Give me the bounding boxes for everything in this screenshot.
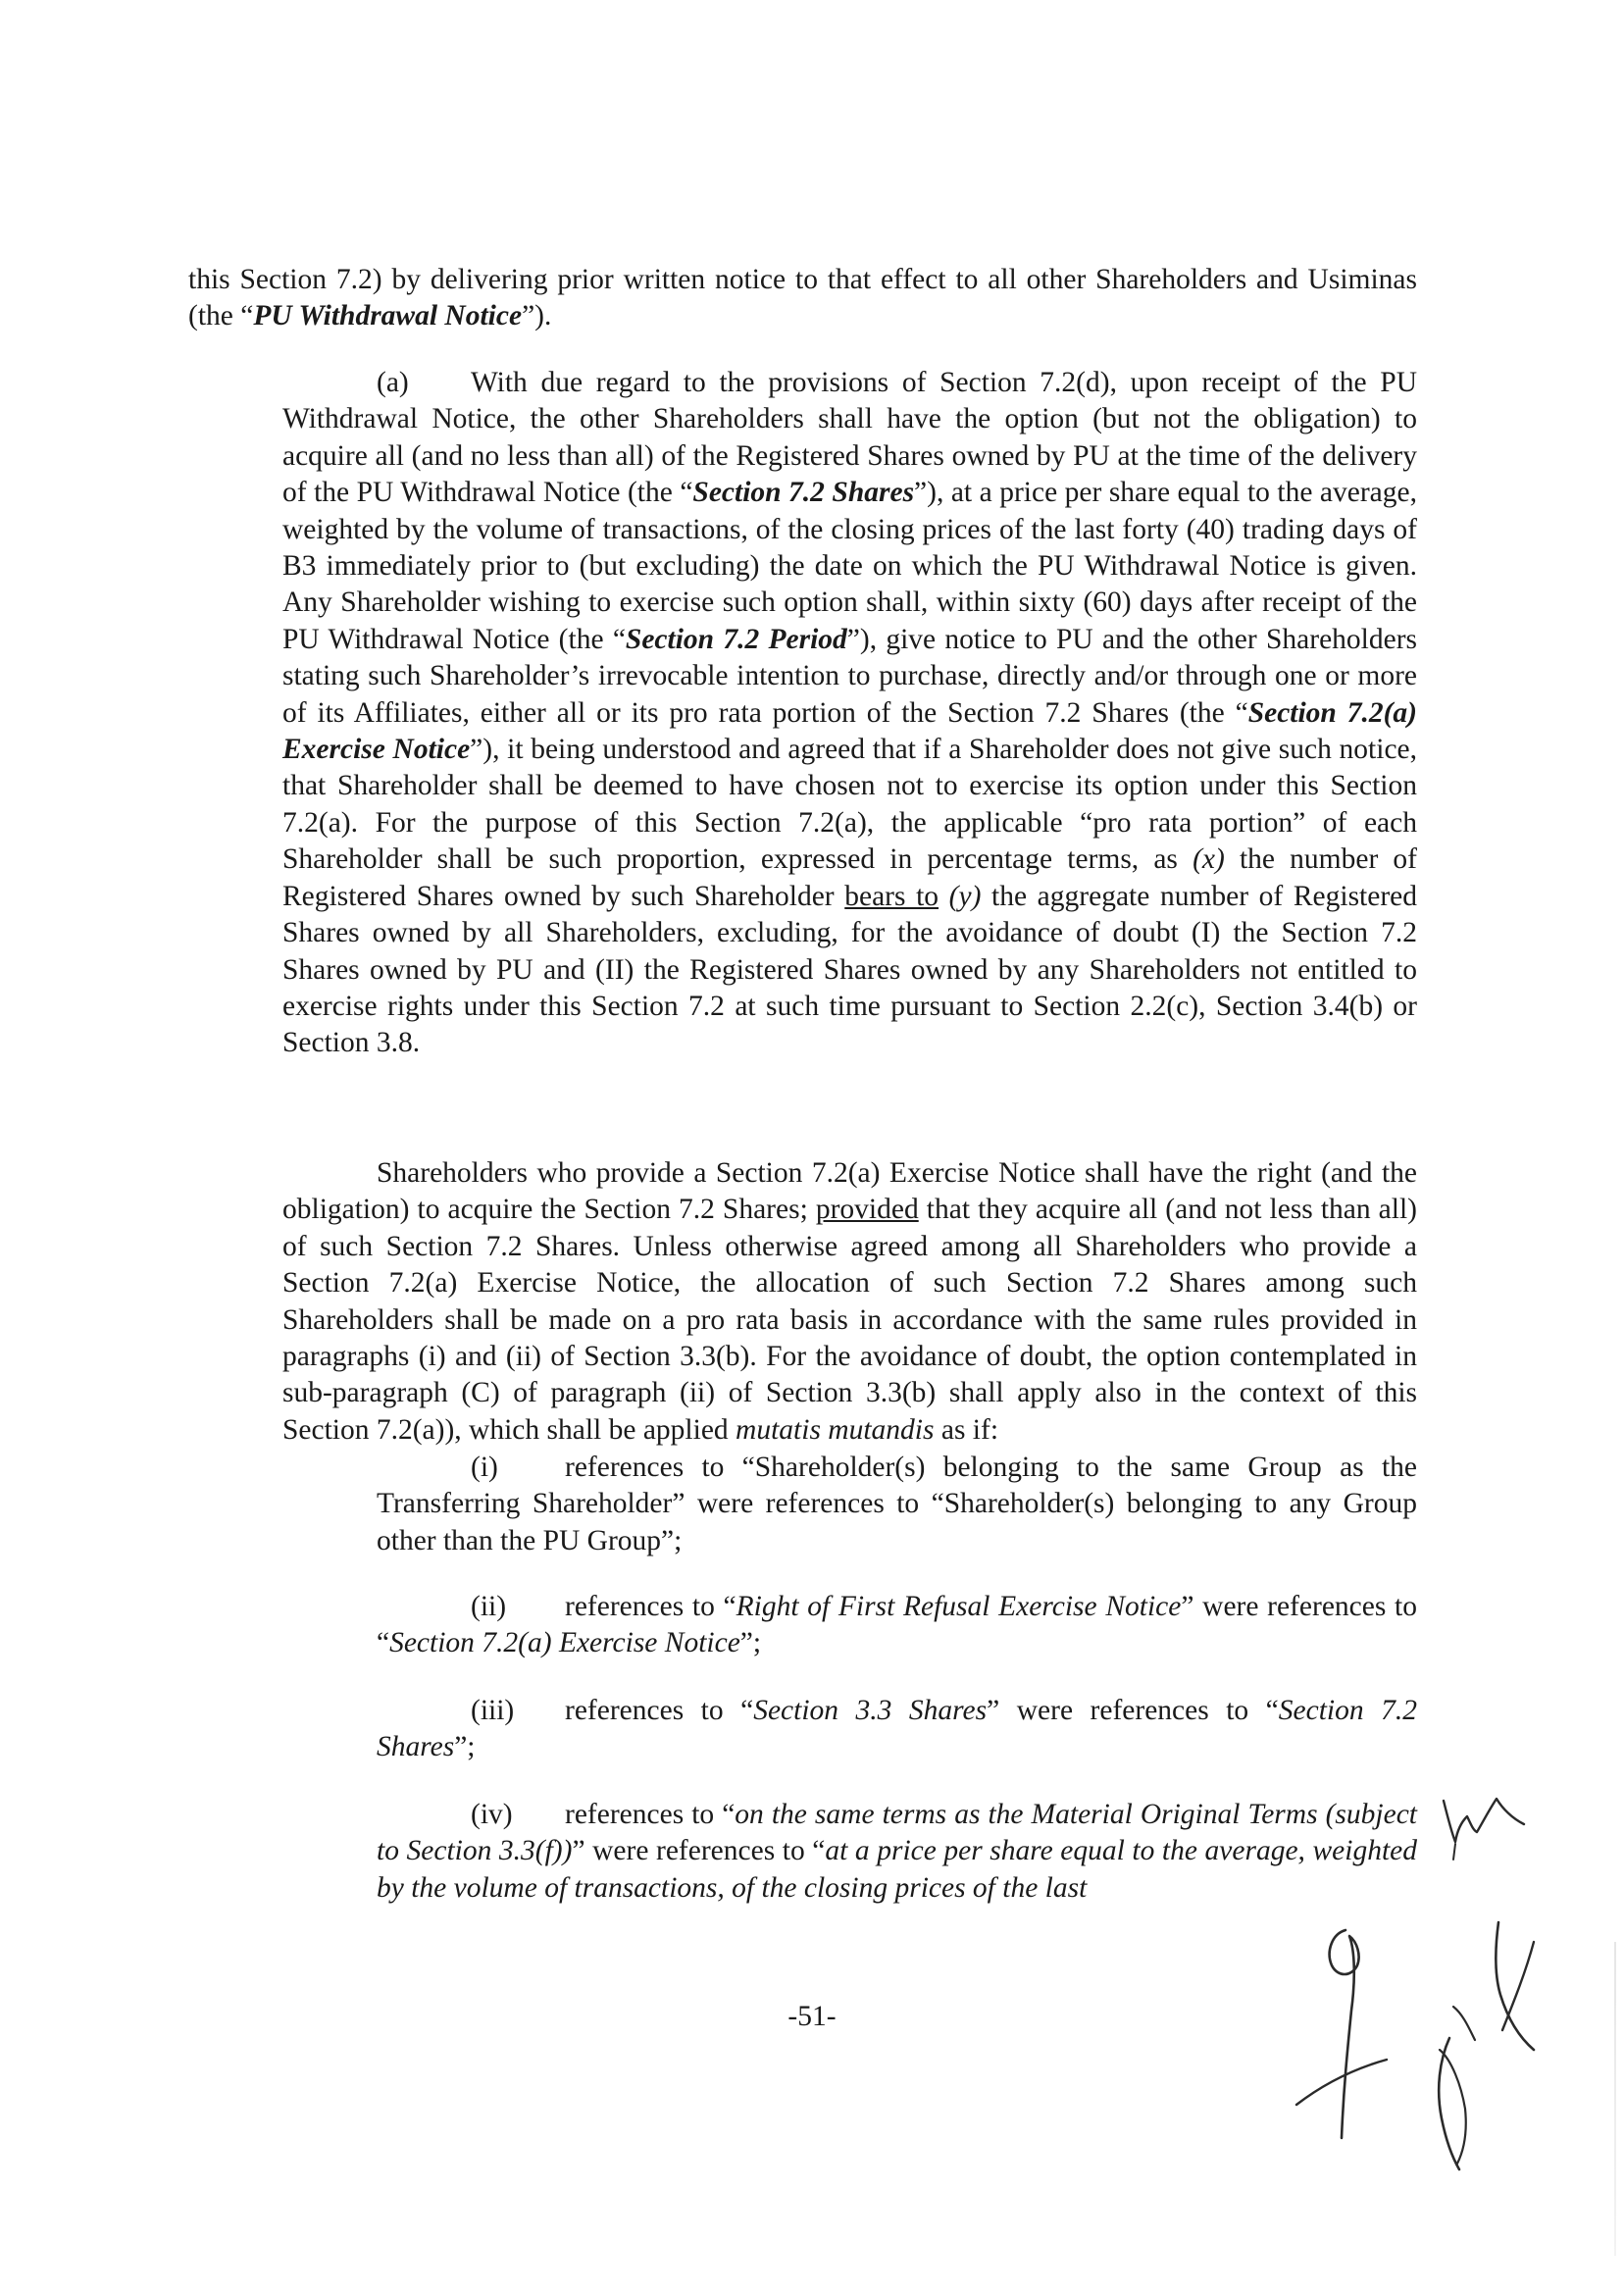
paragraph-text: as if: xyxy=(934,1413,999,1446)
item-text: references to “ xyxy=(565,1695,754,1726)
paragraph-a xyxy=(282,365,1417,1062)
intro-text: this Section 7.2) by delivering prior written notice to that effect to all other Shareholders and Usiminas (the “ xyxy=(188,264,1417,332)
item-text: ” were references to “ xyxy=(572,1835,826,1867)
shareholders-paragraph xyxy=(282,1155,1417,1449)
paragraph-text: Shareholders who provide a Section 7.2(a) Exercise Notice shall have the right (and the obligation) to acquire the Section 7.2 Shares; xyxy=(282,1157,1417,1226)
italic-text: Section 7.2(a) Exercise Notice xyxy=(389,1627,740,1659)
intro-paragraph xyxy=(188,262,1417,335)
defined-term-exercise-notice: Section 7.2(a) Exercise Notice xyxy=(282,696,1417,766)
item-i xyxy=(377,1450,1417,1559)
italic-text: Section 3.3 Shares xyxy=(753,1695,988,1726)
italic-text: Section 7.2 Shares xyxy=(377,1695,1417,1763)
paragraph-text: ”), give notice to PU and the other Shareholders stating such Shareholder’s irrevocable intention to purchase, directly and/or through one or more of its Affiliates, either all or its pro rata portion of the Section 7.2 Shares (the “ xyxy=(282,623,1418,729)
page-number: -51- xyxy=(787,2001,837,2032)
item-text: ” were references to “ xyxy=(377,1591,1417,1659)
defined-term-section-7-2-period: Section 7.2 Period xyxy=(625,623,847,655)
italic-text: Right of First Refusal Exercise Notice xyxy=(736,1591,1182,1622)
paragraph-text: the aggregate number of Registered Shares owned by all Shareholders, excluding, for the avoidance of doubt (I) the Section 7.2 Shares owned by PU and (II) the Registered Shares owned by any Shareholders not entitled to exercise rights under this Section 7.2 at such time pursuant to Section 2.2(c), Section 3.4(b) or Section 3.8. xyxy=(282,880,1418,1059)
italic-text: mutatis mutandis xyxy=(736,1413,935,1446)
item-text: references to “ xyxy=(565,1591,736,1622)
intro-text-end: ”). xyxy=(522,300,552,332)
defined-term-section-7-2-shares: Section 7.2 Shares xyxy=(692,477,915,509)
italic-marker: (x) xyxy=(1193,843,1225,876)
italic-marker: (y) xyxy=(948,880,982,912)
margin-initials-signature xyxy=(1438,1787,1536,1865)
underlined-text: provided xyxy=(815,1194,919,1226)
item-text: references to “Shareholder(s) belonging to the same Group as the Transferring Shareholder” were references to “Shareholder(s) belonging to any Group other than the PU Group”; xyxy=(377,1452,1417,1556)
paragraph-text: ”), at a price per share equal to the average, weighted by the volume of transactions, of the closing prices of the last forty (40) trading days of B3 immediately prior to (but excluding) the date on which the PU Withdrawal Notice is given. Any Shareholder wishing to exercise such option shall, within sixty (60) days after receipt of the PU Withdrawal Notice (the “ xyxy=(282,477,1417,655)
paragraph-text: With due regard to the provisions of Section 7.2(d), upon receipt of the PU Withdrawal Notice, the other Shareholders shall have the option (but not the obligation) to acquire all (and no less than all) of the Registered Shares owned by PU at the time of the delivery of the PU Withdrawal Notice (the “ xyxy=(282,367,1417,509)
underlined-text: bears to xyxy=(844,880,939,912)
italic-text: at a price per share equal to the average, weighted by the volume of transactions, of the closing prices of the last xyxy=(377,1835,1418,1904)
item-text: references to “ xyxy=(565,1799,736,1830)
item-label: (iii) xyxy=(471,1695,515,1726)
item-label: (ii) xyxy=(471,1591,507,1622)
paragraph-text: the number of Registered Shares owned by such Shareholder xyxy=(282,843,1417,912)
paragraph-label: (a) xyxy=(377,367,409,398)
item-label: (i) xyxy=(471,1452,498,1483)
item-iii xyxy=(377,1693,1417,1766)
italic-text: on the same terms as the Material Original Terms (subject to Section 3.3(f)) xyxy=(377,1799,1417,1867)
item-text: ” were references to “ xyxy=(987,1695,1279,1726)
item-ii xyxy=(377,1589,1417,1662)
item-label: (iv) xyxy=(471,1799,513,1830)
paragraph-text: ”), it being understood and agreed that if a Shareholder does not give such notice, that Shareholder shall be deemed to have chosen not to exercise its option under this Section 7.2(a). For the purpose of this Section 7.2(a), the applicable “pro rata portion” of each Shareholder shall be such proportion, expressed in percentage terms, as xyxy=(282,734,1418,876)
paragraph-text: that they acquire all (and not less than all) of such Section 7.2 Shares. Unless otherwise agreed among all Shareholders who provide a Section 7.2(a) Exercise Notice, the allocation of such Section 7.2 Shares among such Shareholders shall be made on a pro rata basis in accordance with the same rules provided in paragraphs (i) and (ii) of Section 3.3(b). For the avoidance of doubt, the option contemplated in sub-paragraph (C) of paragraph (ii) of Section 3.3(b) shall apply also in the context of this Section 7.2(a)), which shall be applied xyxy=(282,1194,1417,1446)
scan-edge-artifact xyxy=(1614,1942,1616,2256)
item-iv xyxy=(377,1797,1417,1907)
item-text: ”; xyxy=(739,1627,762,1659)
item-text: ”; xyxy=(454,1731,476,1763)
handwritten-signature xyxy=(1293,1912,1587,2197)
defined-term-pu-withdrawal-notice: PU Withdrawal Notice xyxy=(253,300,523,332)
paragraph-text xyxy=(939,881,949,912)
